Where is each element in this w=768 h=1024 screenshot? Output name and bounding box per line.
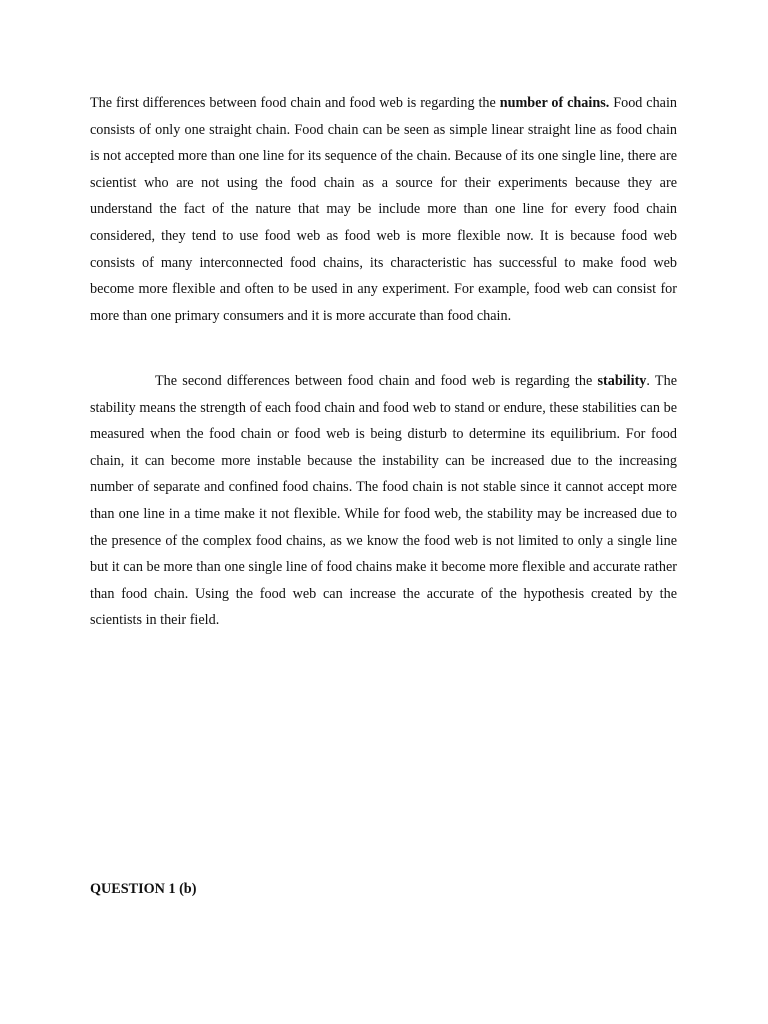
- paragraph-stability: [90, 368, 677, 634]
- paragraph-1-text-start: The first differences between food chain and food web is regarding the: [90, 95, 500, 111]
- paragraph-2-text-end: . The stability means the strength of each food chain and food web to stand or endure, these stabilities can be measured when the food chain or food web is being disturb to determine its equilibrium. For food chain, it can become more instable because the instability can be increased due to the increasing number of separate and confined food chains. The food chain is not stable since it cannot accept more than one line in a time make it not flexible. While for food web, the stability may be increased due to the presence of the complex food chains, as we know the food web is not limited to only a single line but it can be more than one single line of food chains make it become more flexible and accurate rather than food chain. Using the food web can increase the accurate of the hypothesis created by the scientists in their field.: [90, 373, 677, 629]
- question-heading: QUESTION 1 (b): [90, 881, 197, 897]
- paragraph-2-text-start: The second differences between food chain and food web is regarding the: [155, 373, 598, 389]
- paragraph-number-of-chains: [90, 90, 677, 329]
- paragraph-1-text-end: Food chain consists of only one straight chain. Food chain can be seen as simple linear straight line as food chain is not accepted more than one line for its sequence of the chain. Because of its one single line, there are scientist who are not using the food chain as a source for their experiments because they are understand the fact of the nature that may be include more than one line for every food chain considered, they tend to use food web as food web is more flexible now. It is because food web consists of many interconnected food chains, its characteristic has successful to make food web become more flexible and often to be used in any experiment. For example, food web can consist for more than one primary consumers and it is more accurate than food chain.: [90, 95, 677, 324]
- paragraph-2-bold-term: stability: [597, 373, 647, 389]
- paragraph-1-bold-term: number of chains.: [499, 95, 610, 111]
